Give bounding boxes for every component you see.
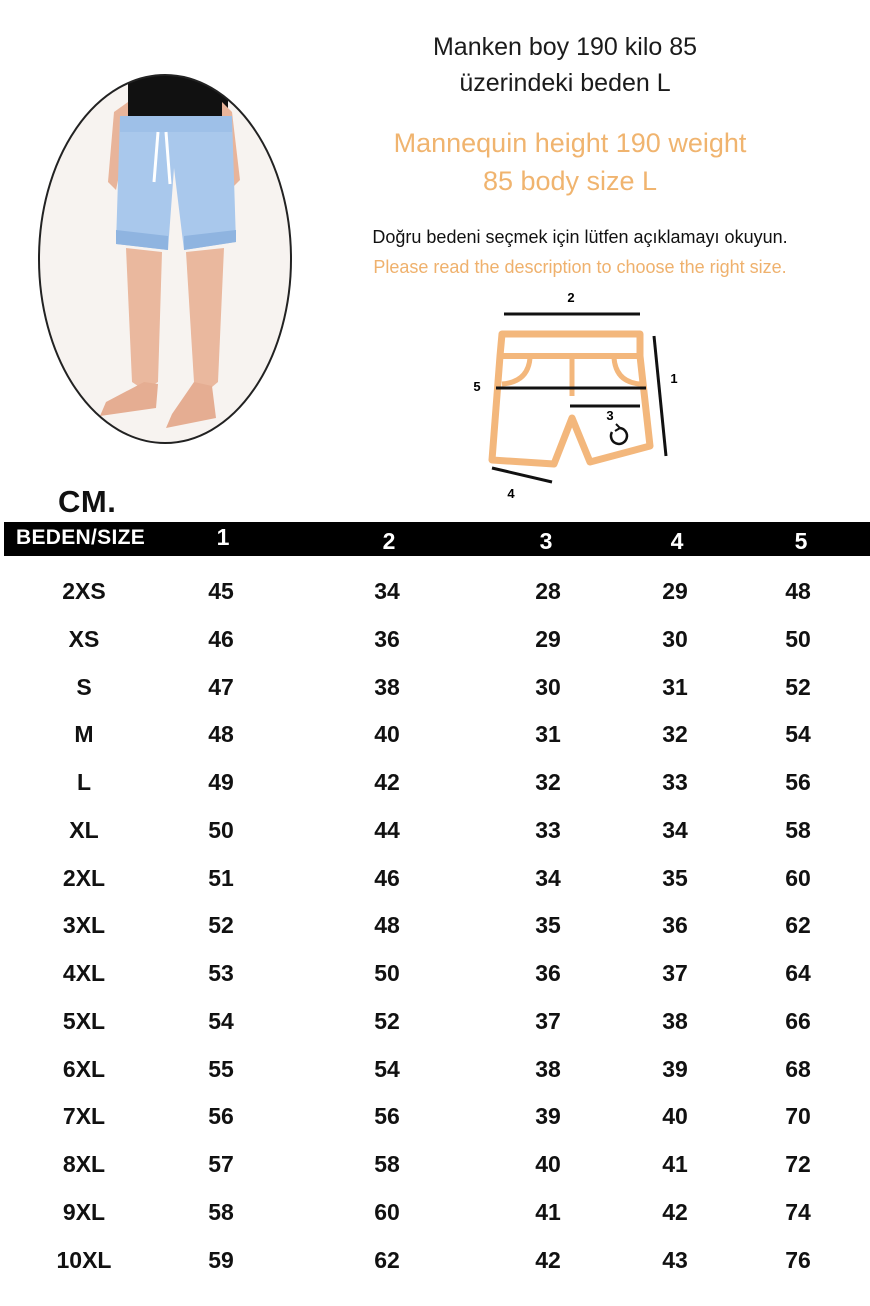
- measurement-cell: 44: [374, 816, 400, 843]
- size-note-en: Please read the description to choose the right size.: [373, 257, 787, 277]
- measurement-cell: 30: [662, 625, 688, 652]
- measurement-cell: 54: [208, 1007, 234, 1034]
- measurement-cell: 38: [662, 1007, 688, 1034]
- mannequin-info-en-line2: 85 body size L: [482, 166, 658, 196]
- diagram-label-3: 3: [606, 408, 614, 423]
- size-label-cell: 7XL: [62, 1103, 106, 1130]
- table-row: [0, 1239, 870, 1279]
- measurement-cell: 40: [662, 1103, 688, 1130]
- measurement-cell: 59: [208, 1246, 234, 1273]
- measurement-cell: 51: [208, 864, 234, 891]
- measurement-cell: 41: [662, 1151, 688, 1177]
- measurement-cell: 39: [535, 1103, 561, 1130]
- model-photo: [36, 72, 294, 446]
- measurement-cell: 50: [374, 960, 400, 986]
- table-row: [0, 1048, 870, 1088]
- size-label-cell: 10XL: [56, 1246, 112, 1273]
- measurement-cell: 50: [208, 816, 234, 843]
- measurement-cell: 50: [785, 625, 811, 652]
- table-row: [0, 904, 870, 944]
- table-row: [0, 570, 870, 610]
- measurement-cell: 42: [374, 769, 400, 795]
- measurement-cell: 35: [535, 912, 561, 939]
- measurement-cell: 32: [662, 721, 688, 748]
- measurement-cell: 74: [785, 1198, 811, 1225]
- table-row: [0, 809, 870, 849]
- measurement-cell: 60: [374, 1198, 400, 1225]
- table-row: [0, 761, 870, 801]
- size-label-cell: 3XL: [62, 912, 106, 939]
- measurement-cell: 53: [208, 960, 234, 986]
- measurement-cell: 72: [785, 1151, 811, 1177]
- header-col-2: 2: [382, 528, 396, 554]
- size-label-cell: 2XS: [62, 578, 106, 604]
- measurement-cell: 46: [374, 864, 400, 891]
- measurement-cell: 48: [785, 578, 811, 604]
- measurement-cell: 29: [662, 578, 688, 604]
- measurement-cell: 32: [535, 769, 561, 795]
- measurement-cell: 48: [374, 912, 400, 939]
- measurement-cell: 40: [374, 721, 400, 748]
- measurement-cell: 52: [785, 673, 811, 700]
- diagram-label-4: 4: [507, 486, 515, 501]
- measurement-cell: 36: [374, 625, 400, 652]
- measurement-cell: 37: [535, 1007, 561, 1034]
- measurement-cell: 62: [374, 1246, 400, 1273]
- measurement-cell: 56: [374, 1103, 400, 1130]
- measurement-cell: 34: [662, 816, 688, 843]
- measurement-cell: 40: [535, 1151, 561, 1177]
- size-label-cell: L: [76, 769, 92, 795]
- measurement-cell: 33: [662, 769, 688, 795]
- size-label-cell: 4XL: [62, 960, 106, 986]
- measurement-cell: 36: [535, 960, 561, 986]
- size-note-tr: Doğru bedeni seçmek için lütfen açıklamayı okuyun.: [372, 227, 788, 247]
- measurement-cell: 66: [785, 1007, 811, 1034]
- measurement-cell: 37: [662, 960, 688, 986]
- measurement-cell: 58: [374, 1151, 400, 1177]
- table-row: [0, 857, 870, 897]
- measurement-cell: 33: [535, 816, 561, 843]
- table-row: [0, 713, 870, 753]
- header-col-4: 4: [670, 528, 684, 554]
- diagram-label-5: 5: [473, 379, 481, 394]
- measurement-cell: 38: [535, 1055, 561, 1082]
- measurement-cell: 49: [208, 769, 234, 795]
- measurement-cell: 60: [785, 864, 811, 891]
- header-col-1: 1: [216, 524, 230, 550]
- measurement-cell: 48: [208, 721, 234, 748]
- measurement-cell: 31: [535, 721, 561, 748]
- measurement-cell: 28: [535, 578, 561, 604]
- size-label-cell: 5XL: [62, 1007, 106, 1034]
- measurement-cell: 58: [785, 816, 811, 843]
- shorts-measurement-diagram: [462, 286, 692, 508]
- measurement-cell: 57: [208, 1151, 234, 1177]
- size-label-cell: S: [76, 673, 92, 700]
- diagram-label-2: 2: [567, 290, 575, 305]
- diagram-label-1: 1: [670, 371, 678, 386]
- size-label-cell: 8XL: [62, 1151, 106, 1177]
- measurement-cell: 47: [208, 673, 234, 700]
- measurement-cell: 42: [535, 1246, 561, 1273]
- measurement-cell: 30: [535, 673, 561, 700]
- size-label-cell: M: [74, 721, 94, 748]
- measurement-cell: 39: [662, 1055, 688, 1082]
- measurement-cell: 34: [535, 864, 561, 891]
- measurement-cell: 36: [662, 912, 688, 939]
- size-table-header: [4, 522, 870, 556]
- measurement-cell: 38: [374, 673, 400, 700]
- size-label-cell: XS: [68, 625, 100, 652]
- size-label-cell: 9XL: [62, 1198, 106, 1225]
- measurement-cell: 41: [535, 1198, 561, 1225]
- measurement-cell: 56: [785, 769, 811, 795]
- measurement-cell: 52: [374, 1007, 400, 1034]
- measurement-cell: 54: [785, 721, 811, 748]
- measurement-cell: 64: [785, 960, 811, 986]
- measurement-cell: 56: [208, 1103, 234, 1130]
- measurement-cell: 52: [208, 912, 234, 939]
- measurement-cell: 70: [785, 1103, 811, 1130]
- measurement-cell: 68: [785, 1055, 811, 1082]
- table-row: [0, 666, 870, 706]
- size-label-cell: XL: [69, 816, 99, 843]
- measurement-cell: 76: [785, 1246, 811, 1273]
- mannequin-info-tr-line1: Manken boy 190 kilo 85: [432, 33, 698, 61]
- table-row: [0, 1143, 870, 1183]
- header-col-5: 5: [794, 528, 808, 554]
- header-size: BEDEN/SIZE: [16, 526, 146, 549]
- table-row: [0, 618, 870, 658]
- measurement-cell: 45: [208, 578, 234, 604]
- table-row: [0, 1191, 870, 1231]
- mannequin-info-tr-line2: üzerindeki beden L: [459, 69, 671, 97]
- unit-label: CM.: [58, 484, 117, 519]
- measurement-cell: 54: [374, 1055, 400, 1082]
- measurement-cell: 42: [662, 1198, 688, 1225]
- measurement-cell: 31: [662, 673, 688, 700]
- table-row: [0, 1000, 870, 1040]
- measurement-cell: 34: [374, 578, 400, 604]
- table-row: [0, 1095, 870, 1135]
- measurement-cell: 55: [208, 1055, 234, 1082]
- header-col-3: 3: [539, 528, 553, 554]
- measurement-cell: 58: [208, 1198, 234, 1225]
- size-label-cell: 6XL: [62, 1055, 106, 1082]
- table-row: [0, 952, 870, 992]
- size-label-cell: 2XL: [62, 864, 106, 891]
- mannequin-info-en-line1: Mannequin height 190 weight: [393, 128, 747, 158]
- measurement-cell: 62: [785, 912, 811, 939]
- measurement-cell: 29: [535, 625, 561, 652]
- measurement-cell: 46: [208, 625, 234, 652]
- measurement-cell: 43: [662, 1246, 688, 1273]
- measurement-cell: 35: [662, 864, 688, 891]
